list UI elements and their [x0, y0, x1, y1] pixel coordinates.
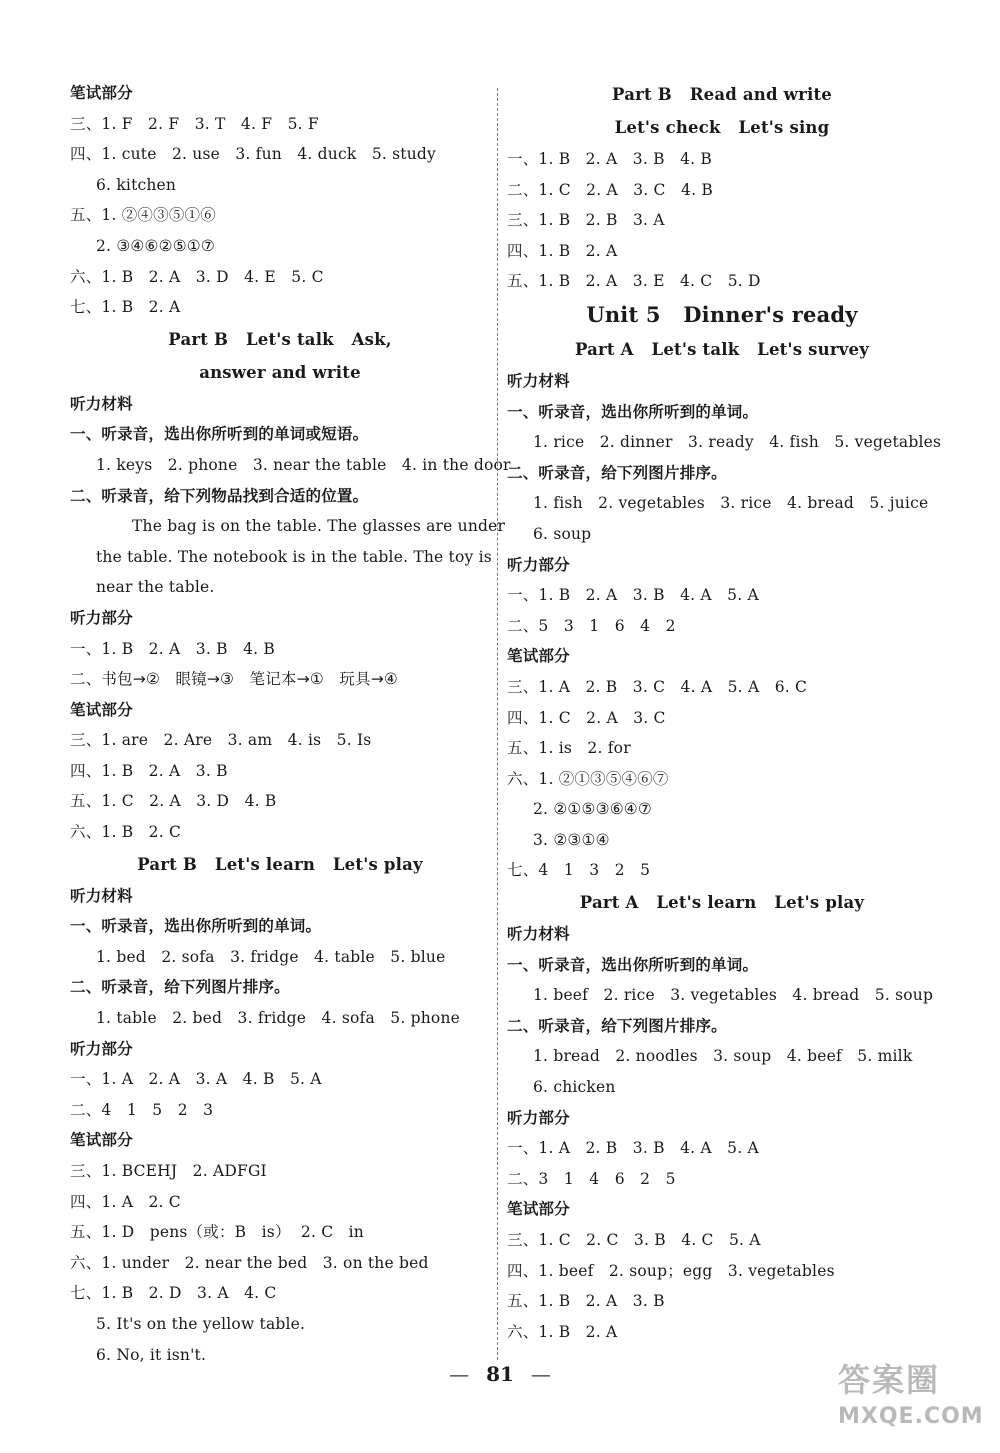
left-line: 二、书包→② 眼镜→③ 笔记本→① 玩具→④ [70, 670, 398, 689]
right-line: 二、1. C 2. A 3. C 4. B [507, 180, 713, 199]
right-line: Part A Let's talk Let's survey [574, 339, 870, 359]
right-line: Part A Let's learn Let's play [579, 893, 865, 913]
right-line: 1. fish 2. vegetables 3. rice 4. bread 5. juice [533, 494, 929, 513]
left-line: 笔试部分 [70, 1131, 133, 1150]
right-line: 四、1. B 2. A [507, 241, 618, 260]
right-line: 四、1. C 2. A 3. C [507, 708, 666, 727]
right-line: 七、4 1 3 2 5 [507, 861, 651, 880]
right-line: 三、1. C 2. C 3. B 4. C 5. A [507, 1231, 761, 1249]
right-line: 听力部分 [507, 1108, 570, 1127]
left-line: 一、听录音，选出你所听到的单词。 [70, 917, 322, 936]
right-line: 笔试部分 [507, 1200, 570, 1219]
right-line: 6. chicken [533, 1078, 616, 1097]
right-line: 一、听录音，选出你所听到的单词。 [507, 402, 759, 421]
right-line: 1. beef 2. rice 3. vegetables 4. bread 5. soup [533, 986, 934, 1005]
watermark-logo [838, 1360, 988, 1448]
left-line: 听力部分 [70, 608, 133, 627]
right-line: 笔试部分 [507, 647, 570, 666]
column-divider [497, 88, 498, 1360]
left-line: 三、1. are 2. Are 3. am 4. is 5. Is [70, 731, 372, 750]
right-line: Part B Read and write [612, 85, 832, 104]
watermark-top-text: 答案圈 [838, 1361, 941, 1399]
left-line: near the table. [96, 578, 215, 597]
left-line: 听力材料 [70, 394, 133, 413]
right-line: 一、1. A 2. B 3. B 4. A 5. A [507, 1139, 759, 1158]
right-line: 四、1. beef 2. soup；egg 3. vegetables [507, 1261, 835, 1280]
left-line: 六、1. B 2. C [70, 823, 182, 842]
right-line: 二、听录音，给下列图片排序。 [507, 1016, 727, 1035]
left-line: 五、1. ②④③⑤①⑥ [70, 206, 216, 225]
left-line: 听力材料 [70, 886, 133, 905]
left-line: 五、1. D pens（或：B is） 2. C in [70, 1223, 364, 1242]
right-line: Let's check Let's sing [614, 118, 830, 137]
right-line: 三、1. B 2. B 3. A [507, 211, 665, 230]
left-line: 1. table 2. bed 3. fridge 4. sofa 5. phone [96, 1009, 461, 1028]
right-line: 6. soup [533, 524, 592, 543]
footer-dash-left: — [449, 1362, 470, 1386]
left-line: 七、1. B 2. A [70, 298, 181, 317]
left-line: 6. No, it isn't. [96, 1345, 207, 1364]
left-line: the table. The notebook is in the table. The toy is [96, 547, 492, 566]
right-line: 二、3 1 4 6 2 5 [507, 1169, 676, 1188]
left-line: 三、1. F 2. F 3. T 4. F 5. F [70, 114, 319, 133]
right-line: 2. ②①⑤③⑥④⑦ [533, 800, 652, 819]
right-line: 六、1. B 2. A [507, 1322, 618, 1341]
left-line: 四、1. A 2. C [70, 1192, 181, 1211]
left-line: 四、1. B 2. A 3. B [70, 761, 228, 780]
right-line: 一、1. B 2. A 3. B 4. B [507, 150, 712, 168]
left-line: answer and write [199, 362, 361, 382]
left-line: 6. kitchen [96, 175, 177, 194]
page-number: 81 [486, 1362, 514, 1386]
right-line: 三、1. A 2. B 3. C 4. A 5. A 6. C [507, 677, 808, 696]
left-line: 二、4 1 5 2 3 [70, 1100, 214, 1119]
left-line: The bag is on the table. The glasses are under [132, 517, 506, 536]
right-line: 二、听录音，给下列图片排序。 [507, 463, 727, 482]
right-line: Unit 5 Dinner's ready [586, 301, 858, 327]
right-line: 1. rice 2. dinner 3. ready 4. fish 5. vegetables [533, 433, 942, 452]
left-line: 一、听录音，选出你所听到的单词或短语。 [70, 425, 369, 444]
right-line: 二、5 3 1 6 4 2 [507, 616, 676, 635]
left-line: 六、1. B 2. A 3. D 4. E 5. C [70, 267, 324, 286]
left-line: 笔试部分 [70, 84, 133, 102]
right-line: 听力部分 [507, 555, 570, 574]
left-line: 5. It's on the yellow table. [96, 1314, 306, 1333]
right-line: 听力材料 [507, 925, 570, 944]
right-line: 五、1. B 2. A 3. E 4. C 5. D [507, 272, 761, 291]
right-line: 一、1. B 2. A 3. B 4. A 5. A [507, 586, 759, 605]
right-line: 3. ②③①④ [533, 830, 610, 849]
left-line: Part B Let's learn Let's play [137, 854, 423, 874]
right-line: 五、1. B 2. A 3. B [507, 1292, 665, 1311]
left-line: 二、听录音，给下列图片排序。 [70, 978, 290, 997]
left-line: 七、1. B 2. D 3. A 4. C [70, 1284, 277, 1303]
left-line: 一、1. A 2. A 3. A 4. B 5. A [70, 1070, 322, 1089]
right-column [507, 78, 942, 1347]
left-line: 四、1. cute 2. use 3. fun 4. duck 5. study [70, 145, 437, 164]
left-line: 六、1. under 2. near the bed 3. on the bed [70, 1253, 429, 1272]
left-line: 二、听录音，给下列物品找到合适的位置。 [70, 486, 369, 505]
right-line: 五、1. is 2. for [507, 739, 631, 758]
left-line: 1. bed 2. sofa 3. fridge 4. table 5. blue [96, 947, 446, 966]
left-line: 1. keys 2. phone 3. near the table 4. in the door [96, 455, 511, 474]
watermark-bottom-text: MXQE.COM [838, 1404, 984, 1429]
footer-dash-right: — [530, 1362, 551, 1386]
right-line: 1. bread 2. noodles 3. soup 4. beef 5. milk [533, 1047, 913, 1066]
right-line: 一、听录音，选出你所听到的单词。 [507, 955, 759, 974]
right-line: 听力材料 [507, 371, 570, 390]
left-line: 三、1. BCEHJ 2. ADFGI [70, 1162, 267, 1180]
left-line: 笔试部分 [70, 700, 133, 719]
left-line: 2. ③④⑥②⑤①⑦ [96, 236, 215, 255]
left-line: 一、1. B 2. A 3. B 4. B [70, 639, 275, 658]
left-line: Part B Let's talk Ask, [168, 329, 392, 349]
left-column [70, 78, 511, 1370]
left-line: 听力部分 [70, 1039, 133, 1058]
left-line: 五、1. C 2. A 3. D 4. B [70, 792, 277, 811]
right-line: 六、1. ②①③⑤④⑥⑦ [507, 769, 669, 788]
